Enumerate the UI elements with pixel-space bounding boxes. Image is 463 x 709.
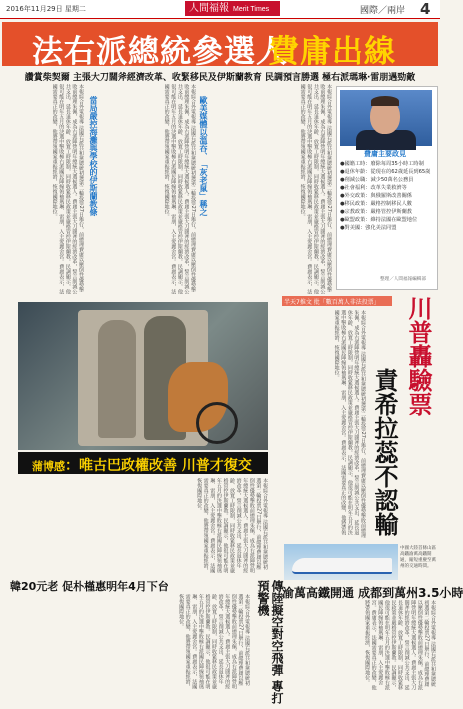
cuba-headline-prefix: 蒲博感 xyxy=(32,460,65,473)
profile-item: ●削減公職：減少50萬名公務員 xyxy=(340,177,414,183)
cuba-headline-text: 唯古巴政權改善 川普才復交 xyxy=(79,458,252,474)
lead-side-label-2: 當局嚴控海灘與學校的伊斯蘭教條 xyxy=(89,96,98,216)
profile-item: ●外交政策：與俄羅斯改善關係 xyxy=(340,193,412,199)
train-body: 本報綜合外電報導 法國右派共和黨總統初選第二輪投票27日舉行，前總理費庸以壓倒性優勢擊敗前總理朱佩，成為右派陣營明年總統大選候選人。費庸主張大刀闊斧的經濟改革，誓言削減公共支出、延長退休年齡、放寬工時限制，同時收緊移民政策並嚴格管控伊斯蘭教。民調顯示，他很可能在明年五月的決選中擊敗極右派國民陣線領袖瑪琳．雷朋，入主愛麗舍宮。費庸表示，法國需要真正的改變，他將帶領國家重振經濟，恢復國際地位。 xyxy=(364,600,436,690)
profile-title: 費庸主要政見 xyxy=(364,150,406,158)
lead-subhead: 讚賞柴契爾 主張大刀闊斧經濟改革、收緊移民及伊斯蘭教育 民調預言勝選 極右派瑪琳‧雷朋遇勁敵 xyxy=(24,73,416,83)
page-number: 4 xyxy=(420,0,431,18)
masthead-subtitle: Merit Times xyxy=(233,6,270,13)
lead-side-label-1: 歐美媒體以溫吞、「灰老鼠」稱之 xyxy=(199,96,208,216)
profile-list xyxy=(340,160,434,232)
train-headline: 渝萬高鐵開通 成都到萬州3.5小時 xyxy=(282,586,463,600)
train-caption-text: 中國大陸首條山區高鐵渝萬高鐵開通，縮短重慶至萬州的交通時間。 xyxy=(400,546,436,569)
lead-headline-main: 法右派總統參選人 xyxy=(32,34,288,70)
profile-item: ●歐盟政策：維持法國在歐盟地位 xyxy=(340,217,418,223)
lead-body-col-1: 本報綜合外電報導 法國右派共和黨總統初選第二輪投票27日舉行，前總理費庸以壓倒性優勢擊敗前總理朱佩，成為右派陣營明年總統大選候選人。費庸主張大刀闊斧的經濟改革，誓言削減公共支出、延長退休年齡、放寬工時限制，同時收緊移民政策並嚴格管控伊斯蘭教。民調顯示，他很可能在明年五月的決選中擊敗極右派國民陣線領袖瑪琳．雷朋，入主愛麗舍宮。費庸表示，法國需要真正的改變，他將帶領國家重振經濟，恢復國際地位。 xyxy=(51,84,84,294)
profile-note: 整理／人間福報編輯部 xyxy=(380,277,426,282)
korea-body: 本報綜合外電報導 法國右派共和黨總統初選第二輪投票27日舉行，前總理費庸以壓倒性優勢擊敗前總理朱佩，成為右派陣營明年總統大選候選人。費庸主張大刀闊斧的經濟改革，誓言削減公共支出、延長退休年齡、放寬工時限制，同時收緊移民政策並嚴格管控伊斯蘭教。民調顯示，他很可能在明年五月的決選中擊敗極右派國民陣線領袖瑪琳．雷朋，入主愛麗舍宮。費庸表示，法國需要真正的改變，他將帶領國家重振經濟，恢復國際地位。 xyxy=(178,594,250,689)
section-name: 國際／兩岸 xyxy=(360,6,406,16)
korea-headline: 韓20元老 促朴槿惠明年4月下台 xyxy=(10,580,169,593)
high-speed-train-photo xyxy=(284,544,398,580)
masthead xyxy=(185,1,280,16)
profile-item: ●對美國：強化美法同盟 xyxy=(340,225,397,231)
lead-body-col-3: 本報綜合外電報導 法國右派共和黨總統初選第二輪投票27日舉行，前總理費庸以壓倒性優勢擊敗前總理朱佩，成為右派陣營明年總統大選候選人。費庸主張大刀闊斧的經濟改革，誓言削減公共支出、延長退休年齡、放寬工時限制，同時收緊移民政策並嚴格管控伊斯蘭教。民調顯示，他很可能在明年五月的決選中擊敗極右派國民陣線領袖瑪琳．雷朋，入主愛麗舍宮。費庸表示，法國需要真正的改變，他將帶領國家重振經濟，恢復國際地位。 xyxy=(299,84,332,294)
cuba-body: 本報綜合外電報導 法國右派共和黨總統初選第二輪投票27日舉行，前總理費庸以壓倒性優勢擊敗前總理朱佩，成為右派陣營明年總統大選候選人。費庸主張大刀闊斧的經濟改革，誓言削減公共支出、延長退休年齡、放寬工時限制，同時收緊移民政策並嚴格管控伊斯蘭教。民調顯示，他很可能在明年五月的決選中擊敗極右派國民陣線領袖瑪琳．雷朋，入主愛麗舍宮。費庸表示，法國需要真正的改變，他將帶領國家重振經濟，恢復國際地位。 xyxy=(196,478,268,573)
lead-body-col-2: 本報綜合外電報導 法國右派共和黨總統初選第二輪投票27日舉行，前總理費庸以壓倒性優勢擊敗前總理朱佩，成為右派陣營明年總統大選候選人。費庸主張大刀闊斧的經濟改革，誓言削減公共支出、延長退休年齡、放寬工時限制，同時收緊移民政策並嚴格管控伊斯蘭教。民調顯示，他很可能在明年五月的決選中擊敗極右派國民陣線領袖瑪琳．雷朋，入主愛麗舍宮。費庸表示，法國需要真正的改變，他將帶領國家重振經濟，恢復國際地位。 xyxy=(163,84,196,294)
profile-item: ●退休年齡：從現在的62歲延長到65歲 xyxy=(340,169,431,175)
issue-date: 2016年11月29日 星期二 xyxy=(6,5,86,13)
trump-topic-tag: 半天7推文 批「數百萬人非法投票」 xyxy=(284,299,380,306)
trump-headline-red: 川普轟驗票 xyxy=(404,296,433,416)
candidate-portrait xyxy=(340,90,432,146)
missile-headline: 傳陸擬空對空飛彈 專打預警機 xyxy=(256,580,284,705)
masthead-title: 人間福報 xyxy=(189,3,229,14)
profile-item: ●社會福利：改革失業救濟等 xyxy=(340,185,407,191)
trump-body: 本報綜合外電報導 法國右派共和黨總統初選第二輪投票27日舉行，前總理費庸以壓倒性優勢擊敗前總理朱佩，成為右派陣營明年總統大選候選人。費庸主張大刀闊斧的經濟改革，誓言削減公共支出、延長退休年齡、放寬工時限制，同時收緊移民政策並嚴格管控伊斯蘭教。民調顯示，他很可能在明年五月的決選中擊敗極右派國民陣線領袖瑪琳．雷朋，入主愛麗舍宮。費庸表示，法國需要真正的改變，他將帶領國家重振經濟，恢復國際地位。 xyxy=(333,310,366,538)
profile-item: ●宗教政策：嚴格管控伊斯蘭教 xyxy=(340,209,412,215)
trump-headline-black: 責希拉蕊不認輸 xyxy=(370,368,399,536)
cuba-headline: 蒲博感：唯古巴政權改善 川普才復交 xyxy=(32,458,252,474)
bicycle-wheel-icon xyxy=(196,402,238,444)
lead-headline-name: 費庸出線 xyxy=(268,34,396,70)
profile-item: ●移民政策：嚴格控制移民人數 xyxy=(340,201,412,207)
cuba-mural-photo xyxy=(18,302,268,450)
profile-item: ●國籍工時：廢除每周35小時工時制 xyxy=(340,161,424,167)
